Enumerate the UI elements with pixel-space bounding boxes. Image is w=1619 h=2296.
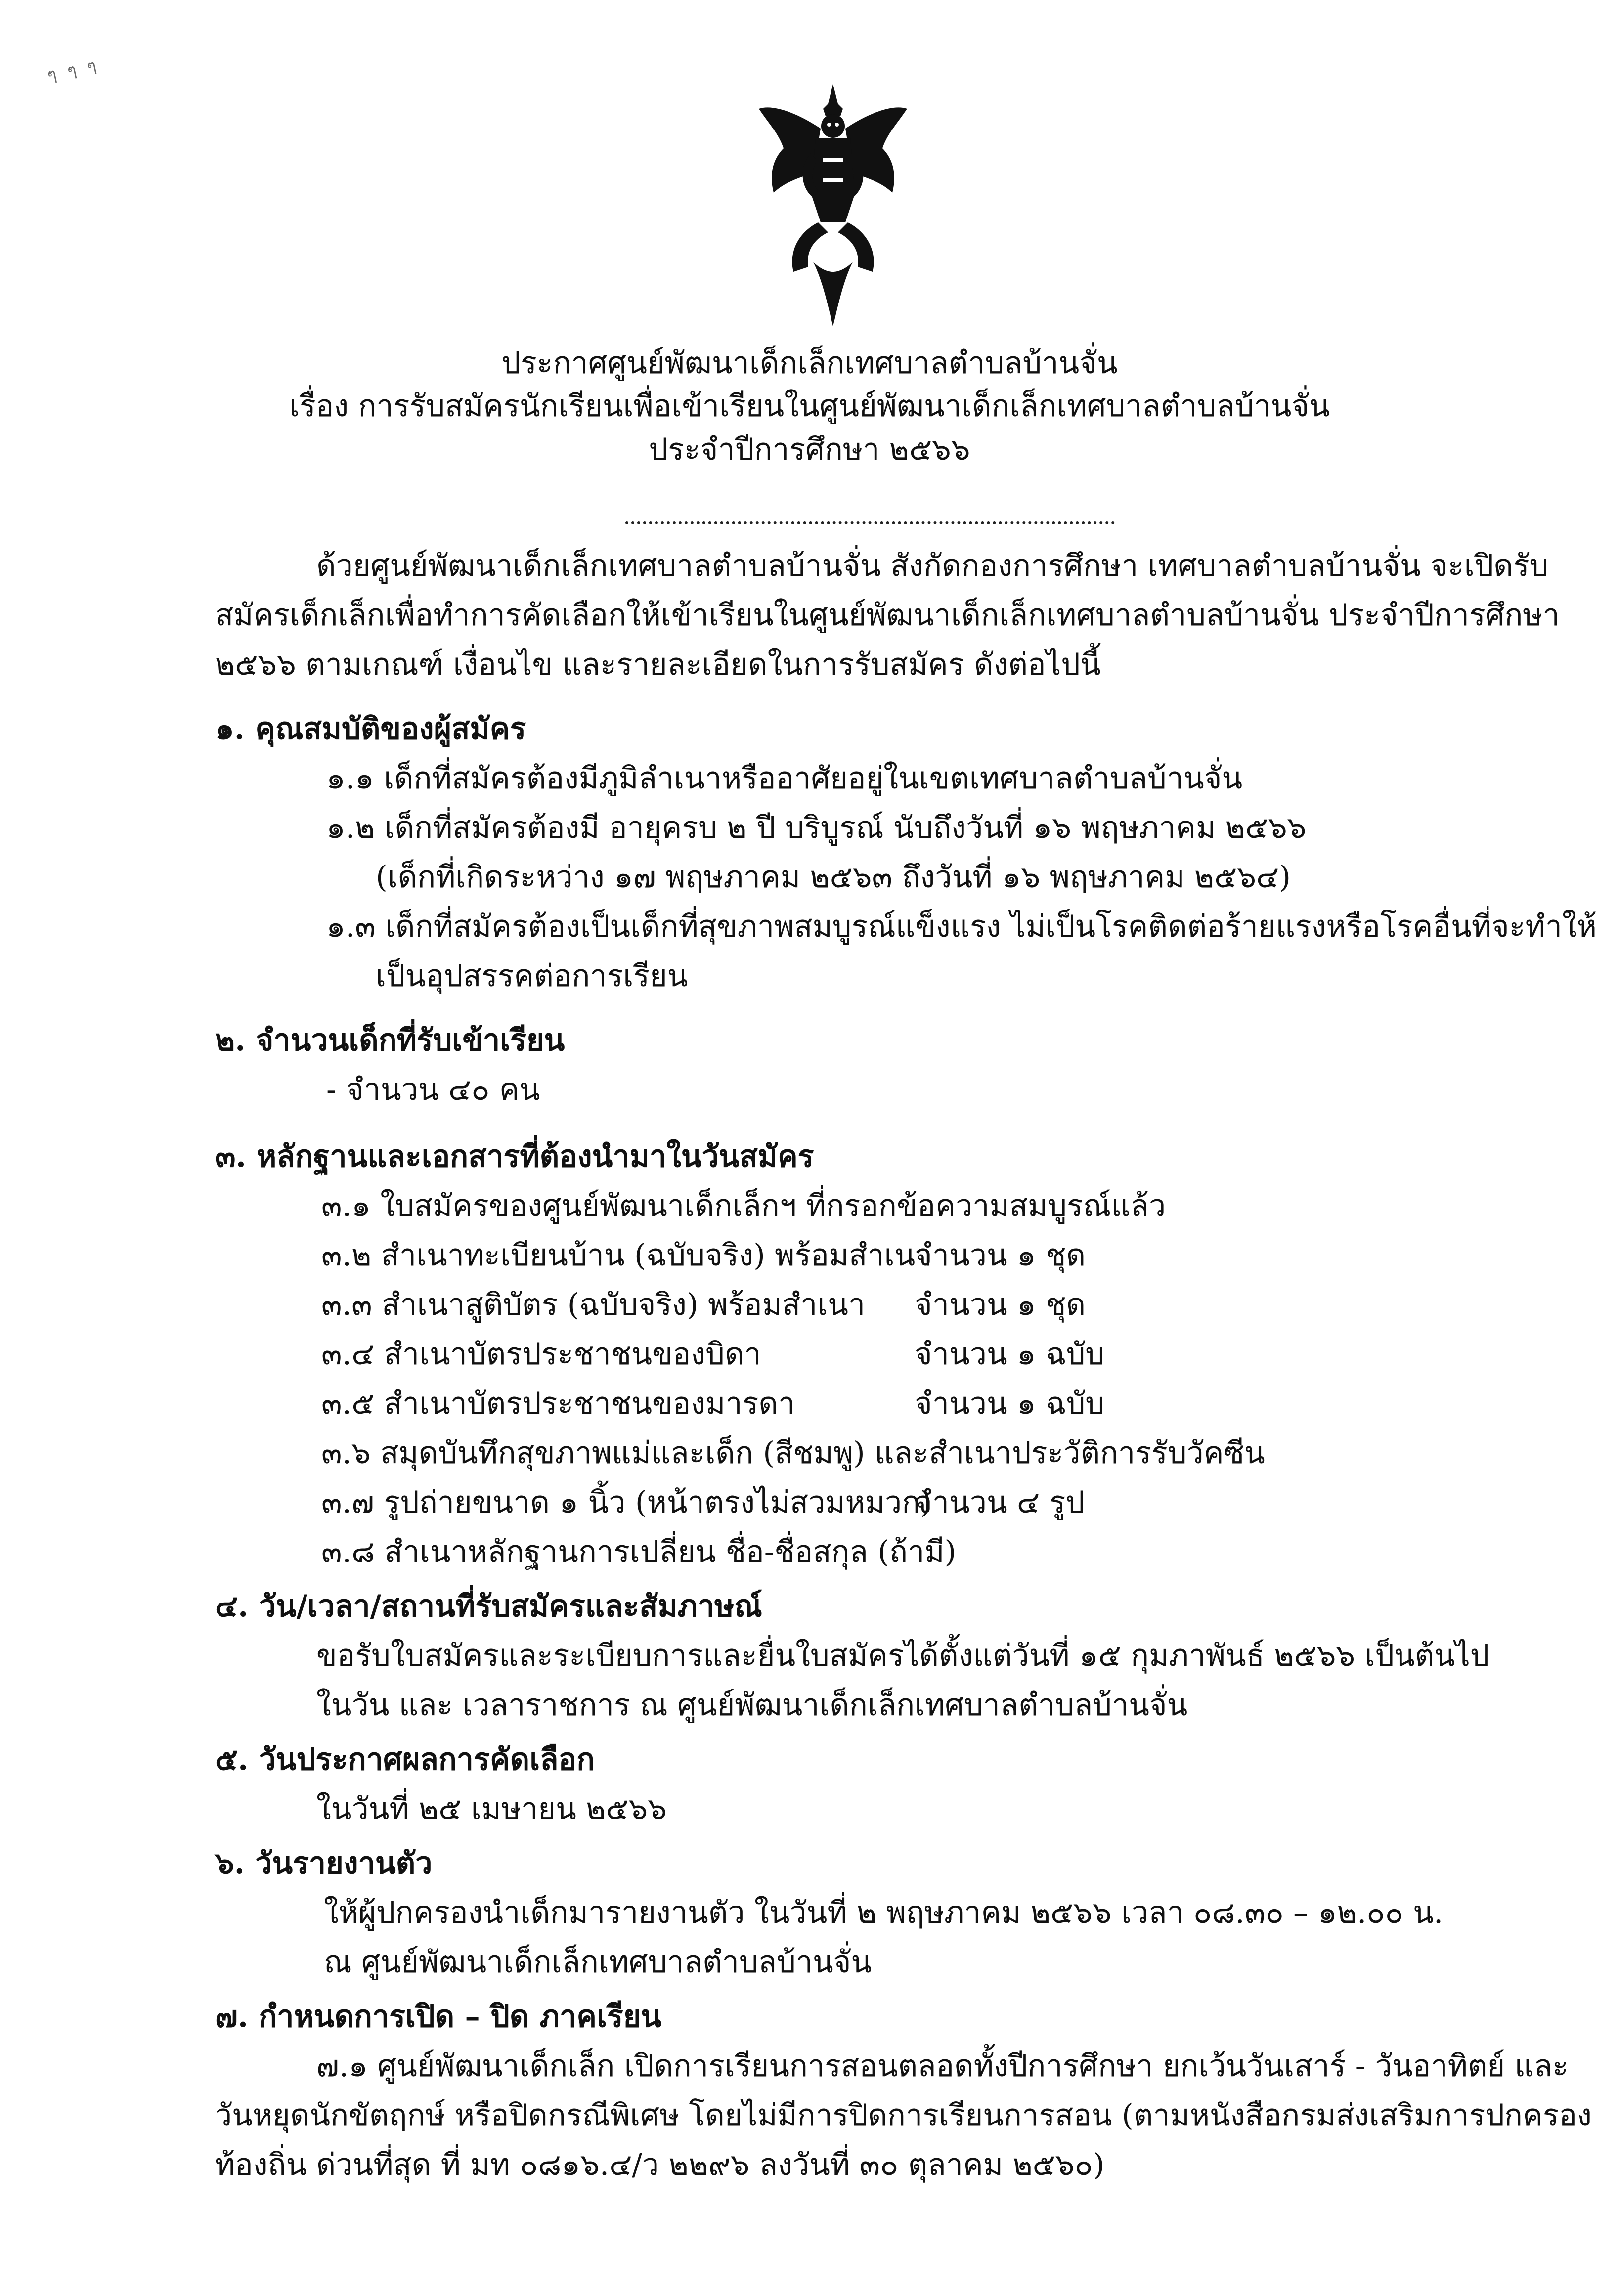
section-6-line-2: ณ ศูนย์พัฒนาเด็กเล็กเทศบาลตำบลบ้านจั่น [324,1945,872,1980]
intro-line-3: ๒๕๖๖ ตามเกณฑ์ เงื่อนไข และรายละเอียดในการรับสมัคร ดังต่อไปนี้ [215,647,1101,682]
section-3-item: ๓.๗ รูปถ่ายขนาด ๑ นิ้ว (หน้าตรงไม่สวมหมวก) [321,1485,932,1520]
section-3-item: ๓.๒ สำเนาทะเบียนบ้าน (ฉบับจริง) พร้อมสำเนา [321,1238,932,1273]
section-4-line-2: ในวัน และ เวลาราชการ ณ ศูนย์พัฒนาเด็กเล็กเทศบาลตำบลบ้านจั่น [316,1688,1188,1723]
section-7-line-3: ท้องถิ่น ด่วนที่สุด ที่ มท ๐๘๑๖.๔/ว ๒๒๙๖ ลงวันที่ ๓๐ ตุลาคม ๒๕๖๐) [215,2147,1105,2182]
section-1-item-2-detail: (เด็กที่เกิดระหว่าง ๑๗ พฤษภาคม ๒๕๖๓ ถึงวันที่ ๑๖ พฤษภาคม ๒๕๖๔) [376,860,1291,895]
section-4-line-1: ขอรับใบสมัครและระเบียบการและยื่นใบสมัครได้ตั้งแต่วันที่ ๑๕ กุมภาพันธ์ ๒๕๖๖ เป็นต้นไป [316,1638,1489,1673]
section-2-item-1: - จำนวน ๔๐ คน [326,1072,540,1107]
section-1-title: ๑. คุณสมบัติของผู้สมัคร [215,711,526,746]
header-line-1: ประกาศศูนย์พัฒนาเด็กเล็กเทศบาลตำบลบ้านจั่น [501,346,1118,381]
section-7-line-1: ๗.๑ ศูนย์พัฒนาเด็กเล็ก เปิดการเรียนการสอนตลอดทั้งปีการศึกษา ยกเว้นวันเสาร์ - วันอาทิตย์ และ [316,2048,1569,2083]
announcement-header [0,344,1619,473]
header-line-3: ประจำปีการศึกษา ๒๕๖๖ [649,432,970,467]
section-3-item: ๓.๔ สำเนาบัตรประชาชนของบิดา [321,1337,761,1372]
section-5-title: ๕. วันประกาศผลการคัดเลือก [215,1742,595,1777]
section-3-item: ๓.๑ ใบสมัครของศูนย์พัฒนาเด็กเล็กฯ ที่กรอกข้อความสมบูรณ์แล้ว [321,1188,1166,1223]
section-4-title: ๔. วัน/เวลา/สถานที่รับสมัครและสัมภาษณ์ [215,1589,762,1624]
section-3-title: ๓. หลักฐานและเอกสารที่ต้องนำมาในวันสมัคร [215,1139,814,1174]
section-3-item-amount: จำนวน ๑ ชุด [915,1238,1086,1273]
section-3-item-amount: จำนวน ๑ ชุด [915,1287,1086,1322]
garuda-emblem-icon [754,74,912,331]
section-3-item-amount: จำนวน ๑ ฉบับ [915,1337,1105,1372]
section-3-item: ๓.๓ สำเนาสูติบัตร (ฉบับจริง) พร้อมสำเนา [321,1287,866,1322]
dotted-divider [625,521,1115,524]
section-6-line-1: ให้ผู้ปกครองนำเด็กมารายงานตัว ในวันที่ ๒ พฤษภาคม ๒๕๖๖ เวลา ๐๘.๓๐ – ๑๒.๐๐ น. [324,1895,1444,1930]
section-2-title: ๒. จำนวนเด็กที่รับเข้าเรียน [215,1023,565,1058]
section-1-item-1: ๑.๑ เด็กที่สมัครต้องมีภูมิลำเนาหรืออาศัยอยู่ในเขตเทศบาลตำบลบ้านจั่น [326,761,1243,796]
section-3-item-amount: จำนวน ๔ รูป [915,1485,1085,1520]
section-6-title: ๖. วันรายงานตัว [215,1846,433,1881]
section-1-item-3-cont: เป็นอุปสรรคต่อการเรียน [376,958,688,994]
section-7-line-2: วันหยุดนักขัตฤกษ์ หรือปิดกรณีพิเศษ โดยไม่มีการปิดการเรียนการสอน (ตามหนังสือกรมส่งเสริมการปกครอง [215,2098,1592,2133]
section-3-item: ๓.๖ สมุดบันทึกสุขภาพแม่และเด็ก (สีชมพู) และสำเนาประวัติการรับวัคซีน [321,1435,1265,1471]
section-7-title: ๗. กำหนดการเปิด – ปิด ภาคเรียน [215,1999,662,2034]
section-3-item-amount: จำนวน ๑ ฉบับ [915,1386,1105,1421]
section-3-item: ๓.๘ สำเนาหลักฐานการเปลี่ยน ชื่อ-ชื่อสกุล (ถ้ามี) [321,1534,957,1569]
section-3-item: ๓.๕ สำเนาบัตรประชาชนของมารดา [321,1386,795,1421]
corner-handwritten-mark: ๆ ๆ ๆ [45,55,101,86]
section-1-item-3: ๑.๓ เด็กที่สมัครต้องเป็นเด็กที่สุขภาพสมบูรณ์แข็งแรง ไม่เป็นโรคติดต่อร้ายแรงหรือโรคอื่นที่จะทำให้ [326,909,1597,944]
intro-line-1: ด้วยศูนย์พัฒนาเด็กเล็กเทศบาลตำบลบ้านจั่น สังกัดกองการศึกษา เทศบาลตำบลบ้านจั่น จะเปิดรับ [316,548,1549,583]
header-line-2: เรื่อง การรับสมัครนักเรียนเพื่อเข้าเรียนในศูนย์พัฒนาเด็กเล็กเทศบาลตำบลบ้านจั่น [289,389,1330,424]
intro-line-2: สมัครเด็กเล็กเพื่อทำการคัดเลือกให้เข้าเรียนในศูนย์พัฒนาเด็กเล็กเทศบาลตำบลบ้านจั่น ประจำปีการศึกษา [215,598,1560,633]
section-1-item-2: ๑.๒ เด็กที่สมัครต้องมี อายุครบ ๒ ปี บริบูรณ์ นับถึงวันที่ ๑๖ พฤษภาคม ๒๕๖๖ [326,810,1307,845]
section-5-line-1: ในวันที่ ๒๕ เมษายน ๒๕๖๖ [316,1791,667,1826]
